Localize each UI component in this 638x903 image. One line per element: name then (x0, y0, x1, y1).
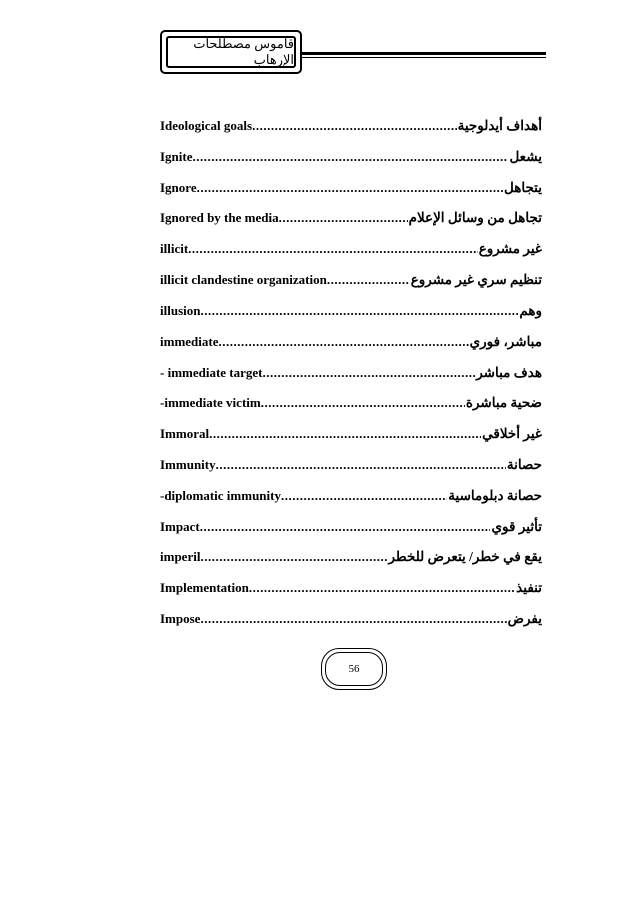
glossary-entry (160, 457, 542, 477)
page-number-frame (321, 648, 387, 690)
entry-term-en: Ignored by the media (160, 210, 279, 225)
glossary-entry (160, 149, 542, 169)
entry-term-en: illicit clandestine organization (160, 272, 327, 287)
entry-term-ar: تنفيذ (516, 580, 542, 595)
entry-term-ar: أهداف أيدلوجية (457, 118, 542, 133)
leader-dots (193, 149, 509, 165)
entry-term-ar: يتجاهل (503, 180, 542, 195)
entry-term-en: - immediate target (160, 365, 263, 380)
glossary-entry (160, 395, 542, 415)
leader-dots (252, 118, 456, 134)
glossary-entry (160, 303, 542, 323)
entry-term-ar: يشعل (509, 149, 542, 164)
entry-term-ar: تجاهل من وسائل الإعلام (408, 210, 542, 225)
entry-term-en: imperil (160, 549, 201, 564)
entry-term-en: Impact (160, 519, 200, 534)
entry-term-ar: يفرض (507, 611, 542, 626)
entry-term-ar: ضحية مباشرة (465, 395, 542, 410)
glossary-entry (160, 334, 542, 354)
leader-dots (200, 549, 387, 565)
leader-dots (263, 365, 476, 381)
entry-term-ar: تنظيم سري غير مشروع (410, 272, 542, 287)
leader-dots (249, 580, 515, 596)
leader-dots (188, 241, 478, 257)
leader-dots (327, 272, 410, 288)
leader-dots (281, 488, 447, 504)
leader-dots (209, 426, 481, 442)
entry-term-en: immediate (160, 334, 219, 349)
glossary-entry (160, 580, 542, 600)
entry-term-en: Immunity (160, 457, 216, 472)
glossary-entry (160, 180, 542, 200)
entry-term-en: Impose (160, 611, 201, 626)
entry-term-en: -diplomatic immunity (160, 488, 281, 503)
entry-term-ar: حصانة (506, 457, 542, 472)
entry-term-en: illicit (160, 241, 189, 256)
glossary-entry (160, 426, 542, 446)
entry-term-ar: مباشر، فوري (469, 334, 542, 349)
leader-dots (218, 334, 468, 350)
entry-term-ar: هدف مباشر (476, 365, 542, 380)
leader-dots (200, 303, 518, 319)
entry-term-ar: غير مشروع (478, 241, 542, 256)
header-title: قاموس مصطلحات الإرهاب (166, 36, 296, 68)
entry-term-en: Ideological goals (160, 118, 253, 133)
entry-term-en: Immoral (160, 426, 210, 441)
entry-term-en: illusion (160, 303, 201, 318)
leader-dots (200, 611, 506, 627)
entry-term-en: -immediate victim (160, 395, 261, 410)
entry-term-en: Implementation (160, 580, 249, 595)
glossary-entry (160, 519, 542, 539)
glossary-entry (160, 118, 542, 138)
glossary-entry (160, 488, 542, 508)
leader-dots (279, 210, 408, 226)
entry-term-en: Ignore (160, 180, 197, 195)
page-number: 56 (325, 652, 383, 686)
glossary-entry (160, 365, 542, 385)
entry-term-ar: حصانة دبلوماسية (448, 488, 542, 503)
leader-dots (200, 519, 491, 535)
glossary-entry (160, 272, 542, 292)
leader-dots (261, 395, 465, 411)
entry-term-ar: يقع في خطر/ يتعرض للخطر (388, 549, 542, 564)
glossary-entry (160, 241, 542, 261)
glossary-entry (160, 611, 542, 631)
leader-dots (197, 180, 503, 196)
glossary-entry (160, 210, 542, 230)
glossary-entry (160, 549, 542, 569)
entry-term-ar: تأثير قوي (491, 519, 542, 534)
entry-term-en: Ignite (160, 149, 193, 164)
leader-dots (216, 457, 506, 473)
entry-term-ar: وهم (519, 303, 542, 318)
entry-term-ar: غير أخلاقي (482, 426, 542, 441)
